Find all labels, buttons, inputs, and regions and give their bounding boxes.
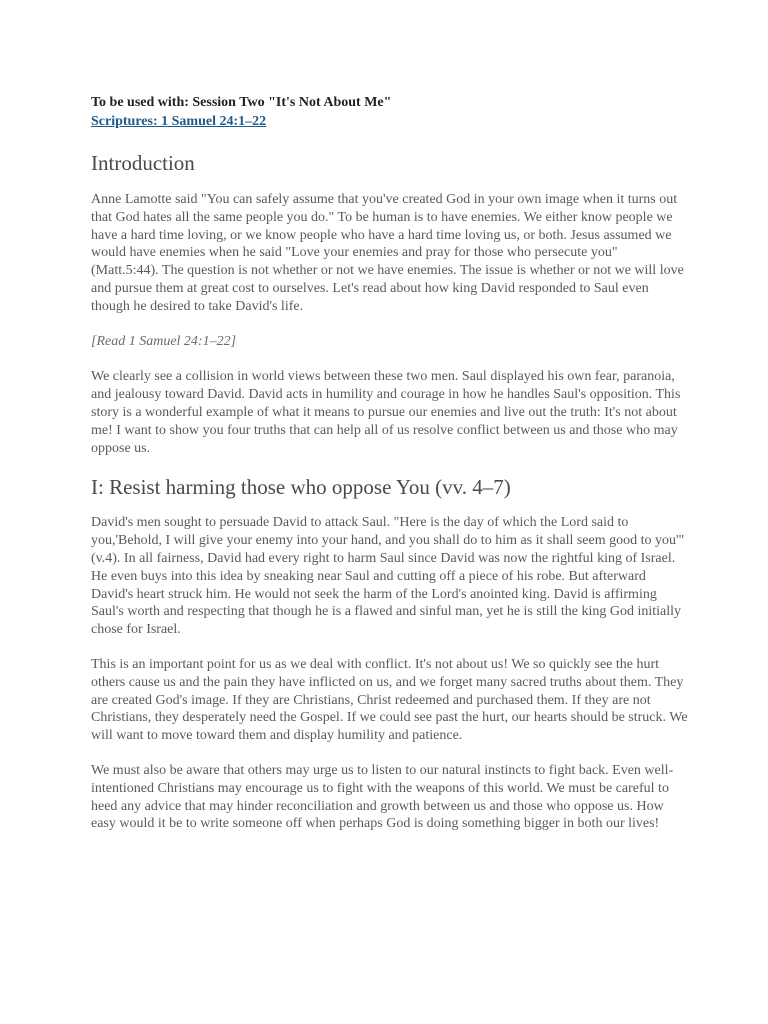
used-with-line: To be used with: Session Two "It's Not About Me"	[91, 95, 392, 110]
truth-1-heading: I: Resist harming those who oppose You (vv. 4–7)	[91, 475, 511, 500]
introduction-heading: Introduction	[91, 151, 195, 175]
intro-paragraph-1: Anne Lamotte said "You can safely assume that you've created God in your own image when it turns out that God hates all the same people you do." To be human is to have enemies. We either know people we have a hard time loving, or we know people who have a hard time loving us, or both. Jesus assumed we would have enemies when he said "Love your enemies and pray for those who persecute you" (Matt.5:44). The question is not whether or not we have enemies. The issue is whether or not we will love and pursue them at great cost to ourselves. Let's read about how king David responded to Saul even though he desired to take David's life.	[91, 192, 684, 314]
intro-paragraph-2: We clearly see a collision in world views between these two men. Saul displayed his own fear, paranoia, and jealousy toward David. David acts in humility and courage in how he handles Saul's opposition. This story is a wonderful example of what it means to pursue our enemies and live out the truth: It's not about me! I want to show you four truths that can help all of us resolve conflict between us and those who may oppose us.	[91, 369, 681, 456]
scripture-link[interactable]: Scriptures: 1 Samuel 24:1–22	[91, 114, 267, 129]
truth-1-paragraph-1: David's men sought to persuade David to attack Saul. "Here is the day of which the Lord said to you,'Behold, I will give your enemy into your hand, and you shall do to him as it shall seem good to you'" (v.4). In all fairness, David had every right to harm Saul since David was now the rightful king of Israel. He even buys into this idea by sneaking near Saul and cutting off a piece of his robe. But afterward David's heart struck him. He would not seek the harm of the Lord's anointed king. David is affirming Saul's worth and respecting that though he is a flawed and sinful man, yet he is still the king God initially chose for Israel.	[91, 515, 685, 638]
reading-instruction: [Read 1 Samuel 24:1–22]	[91, 333, 237, 349]
truth-1-paragraph-2: This is an important point for us as we deal with conflict. It's not about us! We so quickly see the hurt others cause us and the pain they have inflicted on us, and we forget many sacred truths about them. They are created God's image. If they are Christians, Christ redeemed and purchased them. If they are not Christians, they desperately need the Gospel. If we could see past the hurt, our hearts should be struck. We will want to move toward them and display humility and patience.	[91, 656, 688, 744]
truth-1-paragraph-3: We must also be aware that others may urge us to listen to our natural instincts to fight back. Even well-intentioned Christians may encourage us to fight with the weapons of this world. We must be careful to heed any advice that may hinder reconciliation and growth between us and those who oppose us. How easy would it be to write someone off when perhaps God is doing something bigger in both our lives!	[91, 762, 674, 832]
